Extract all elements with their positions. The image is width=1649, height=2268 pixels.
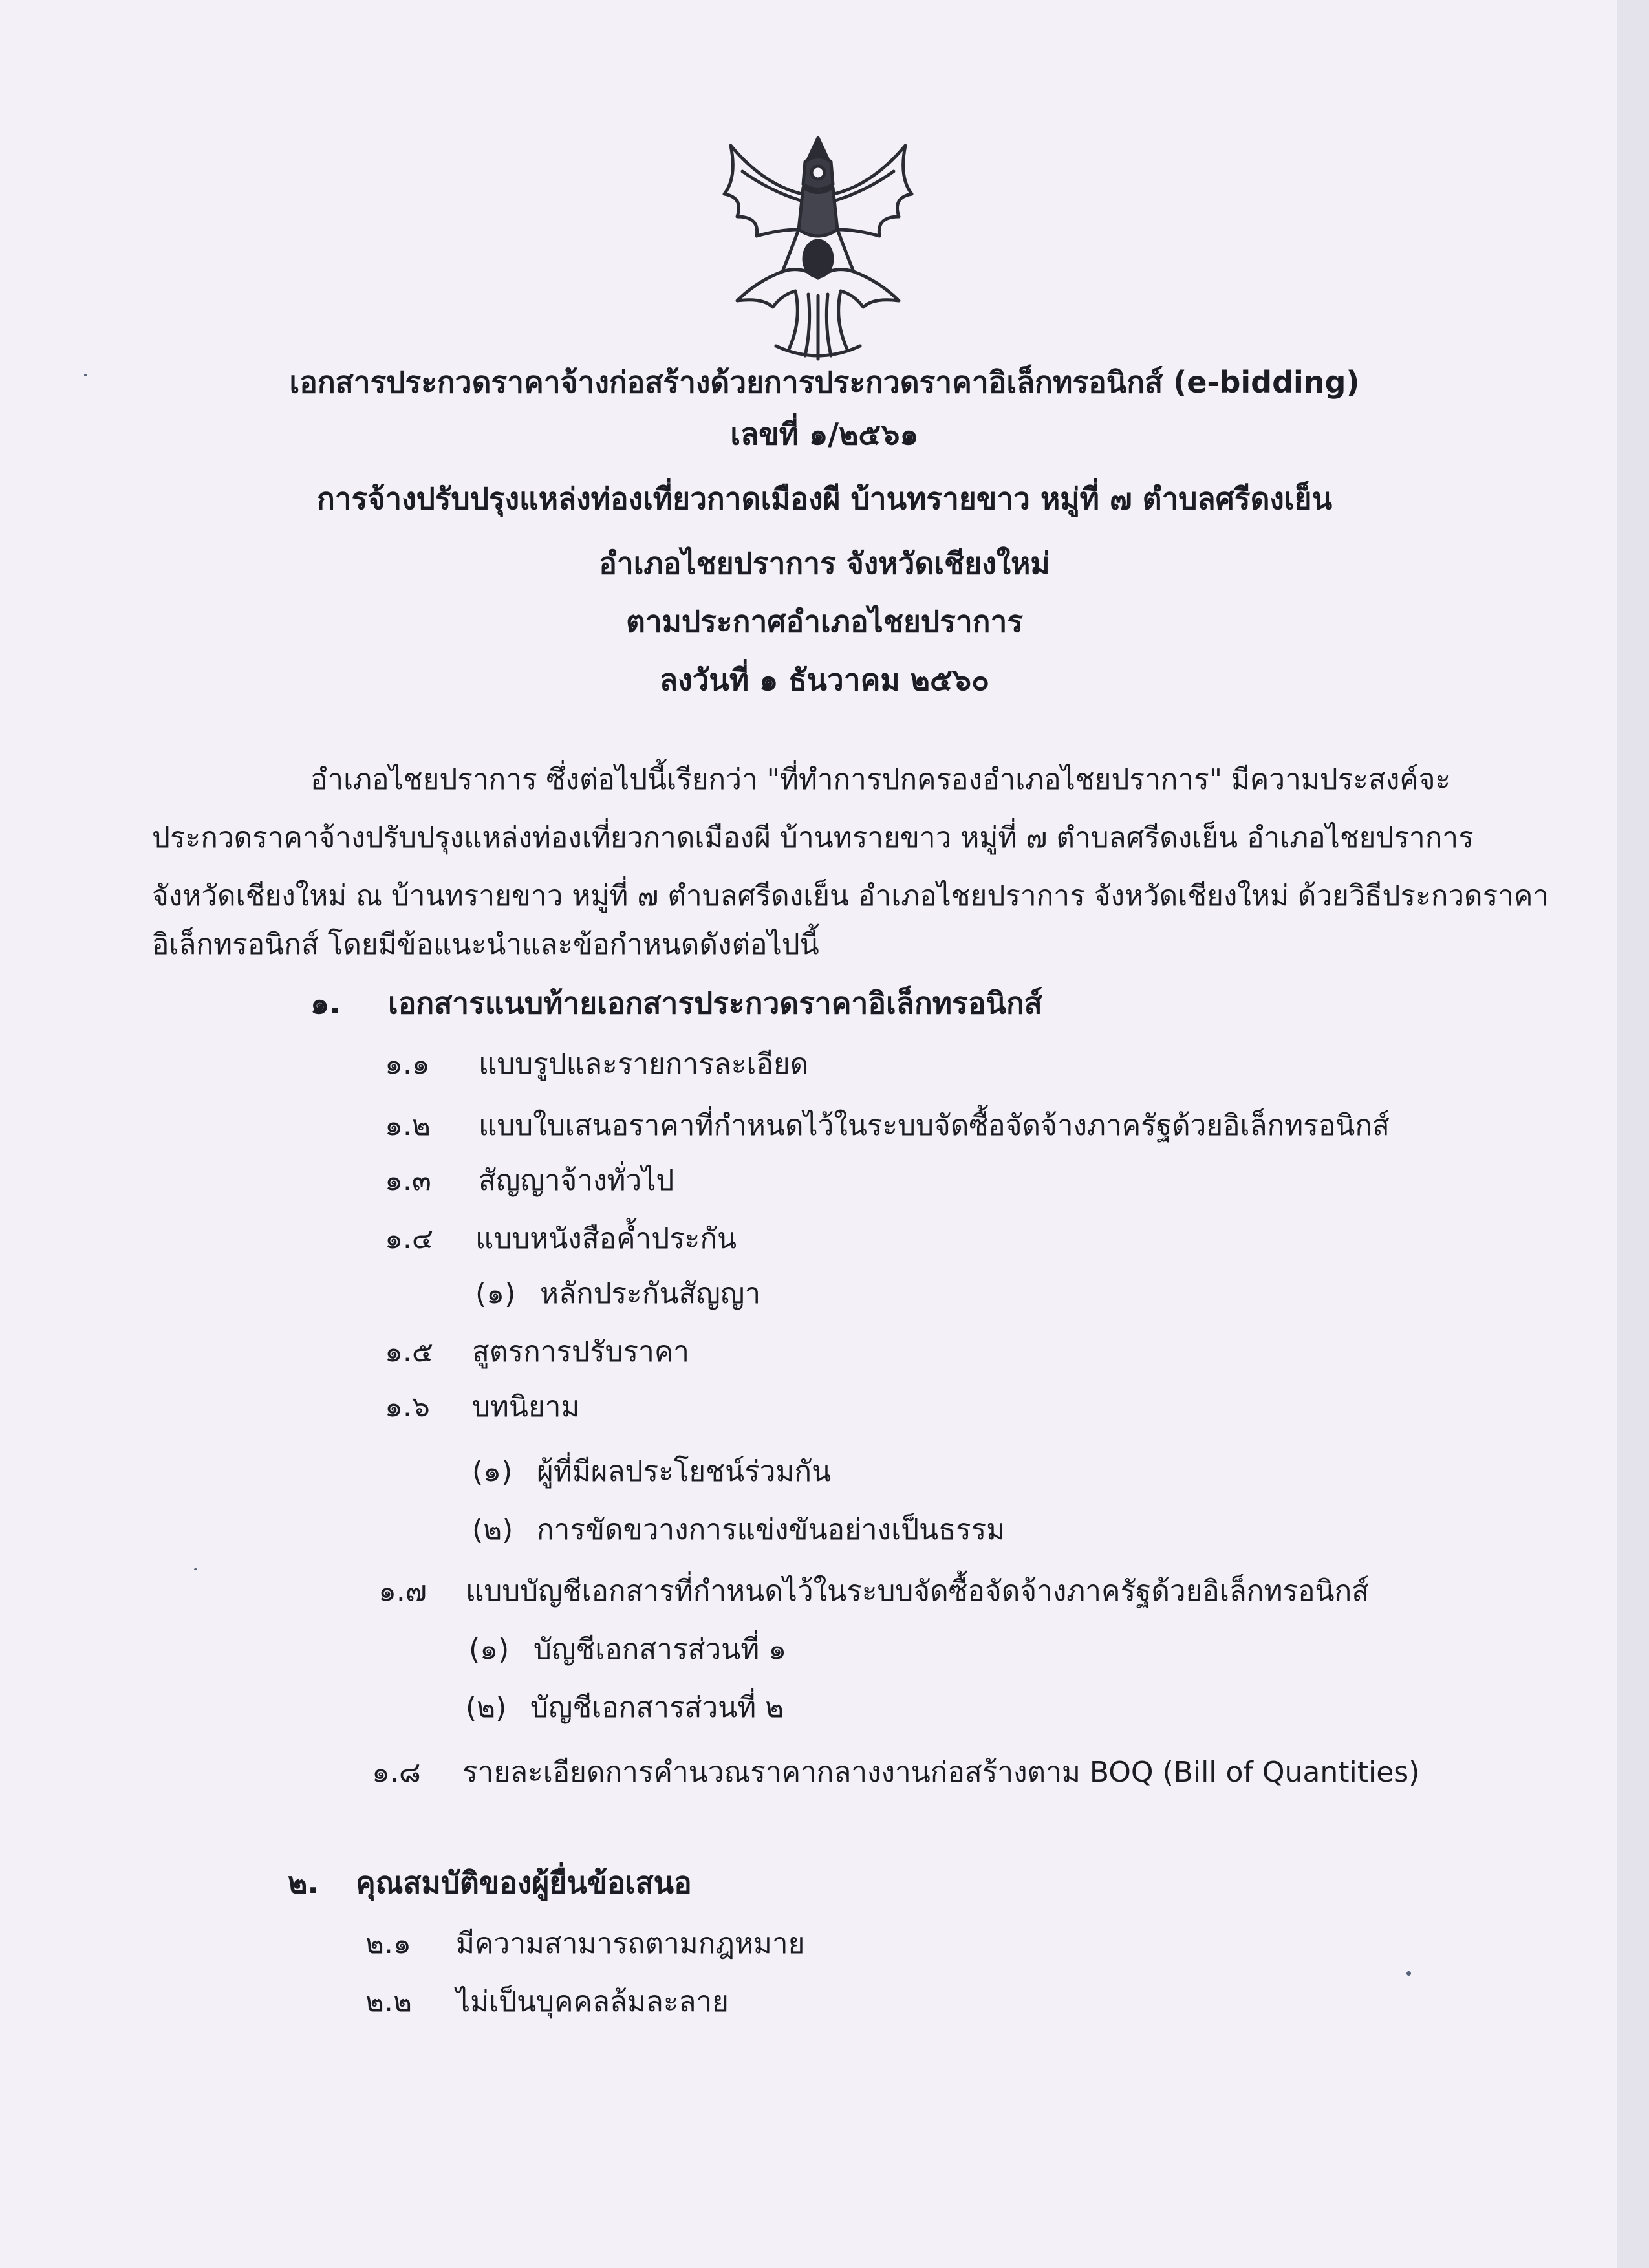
document-title: เอกสารประกวดราคาจ้างก่อสร้างด้วยการประกวดราคาอิเล็กทรอนิกส์ (e-bidding): [289, 365, 1360, 400]
announcement-reference: ตามประกาศอำเภอไชยปราการ: [625, 604, 1024, 639]
item-text: มีความสามารถตามกฎหมาย: [456, 1927, 805, 1960]
subitem-text: ผู้ที่มีผลประโยชน์ร่วมกัน: [537, 1455, 832, 1488]
item-text: แบบรูปและรายการละเอียด: [479, 1048, 809, 1081]
subitem-text: หลักประกันสัญญา: [540, 1277, 761, 1310]
item-number: ๒.๑: [365, 1927, 411, 1960]
subitem-text: บัญชีเอกสารส่วนที่ ๒: [530, 1691, 784, 1724]
item-number: ๒.๒: [365, 1985, 412, 2018]
scan-speck: [84, 374, 87, 376]
garuda-emblem: [711, 133, 925, 362]
section-1-number: ๑.: [310, 986, 341, 1021]
scan-speck: [194, 1568, 197, 1570]
subitem-number: (๑): [472, 1455, 513, 1488]
item-text: สัญญาจ้างทั่วไป: [479, 1164, 674, 1197]
item-number: ๑.๘: [372, 1756, 421, 1789]
document-number: เลขที่ ๑/๒๕๖๑: [730, 416, 919, 451]
intro-line-4: อิเล็กทรอนิกส์ โดยมีข้อแนะนำและข้อกำหนดดังต่อไปนี้: [152, 928, 819, 961]
subitem-number: (๑): [475, 1277, 516, 1310]
intro-line-1: อำเภอไชยปราการ ซึ่งต่อไปนี้เรียกว่า "ที่ทำการปกครองอำเภอไชยปราการ" มีความประสงค์จะ: [310, 763, 1451, 796]
intro-line-3: จังหวัดเชียงใหม่ ณ บ้านทรายขาว หมู่ที่ ๗ ตำบลศรีดงเย็น อำเภอไชยปราการ จังหวัดเชียงใหม่ ด้วยวิธีประกวดราคา: [152, 880, 1549, 913]
intro-line-2: ประกวดราคาจ้างปรับปรุงแหล่งท่องเที่ยวกาดเมืองผี บ้านทรายขาว หมู่ที่ ๗ ตำบลศรีดงเย็น อำเภอไชยปราการ: [152, 821, 1474, 854]
subitem-number: (๒): [466, 1691, 507, 1724]
item-text: ไม่เป็นบุคคลล้มละลาย: [456, 1985, 729, 2018]
section-2-title: คุณสมบัติของผู้ยื่นข้อเสนอ: [356, 1865, 692, 1900]
item-text: บทนิยาม: [472, 1390, 580, 1423]
scan-edge: [1617, 0, 1649, 2268]
subitem-text: บัญชีเอกสารส่วนที่ ๑: [534, 1633, 787, 1666]
project-title-line-1: การจ้างปรับปรุงแหล่งท่องเที่ยวกาดเมืองผี บ้านทรายขาว หมู่ที่ ๗ ตำบลศรีดงเย็น: [316, 481, 1333, 516]
section-2-number: ๒.: [288, 1865, 319, 1900]
item-number: ๑.๕: [385, 1335, 434, 1368]
subitem-number: (๒): [472, 1513, 513, 1546]
subitem-text: การขัดขวางการแข่งขันอย่างเป็นธรรม: [537, 1513, 1006, 1546]
announcement-date: ลงวันที่ ๑ ธันวาคม ๒๕๖๐: [659, 662, 990, 697]
item-number: ๑.๔: [385, 1222, 434, 1255]
item-number: ๑.๓: [385, 1164, 431, 1197]
item-number: ๑.๒: [385, 1109, 431, 1142]
item-number: ๑.๖: [385, 1390, 430, 1423]
item-text: สูตรการปรับราคา: [472, 1335, 690, 1368]
item-text: แบบบัญชีเอกสารที่กำหนดไว้ในระบบจัดซื้อจัดจ้างภาครัฐด้วยอิเล็กทรอนิกส์: [466, 1575, 1370, 1608]
item-number: ๑.๑: [385, 1048, 430, 1081]
project-title-line-2: อำเภอไชยปราการ จังหวัดเชียงใหม่: [599, 546, 1050, 581]
section-1-title: เอกสารแนบท้ายเอกสารประกวดราคาอิเล็กทรอนิกส์: [388, 986, 1042, 1021]
subitem-number: (๑): [469, 1633, 510, 1666]
item-number: ๑.๗: [378, 1575, 427, 1608]
item-text: แบบใบเสนอราคาที่กำหนดไว้ในระบบจัดซื้อจัดจ้างภาครัฐด้วยอิเล็กทรอนิกส์: [479, 1109, 1390, 1142]
item-text: แบบหนังสือค้ำประกัน: [475, 1222, 737, 1255]
item-text: รายละเอียดการคำนวณราคากลางงานก่อสร้างตาม BOQ (Bill of Quantities): [462, 1756, 1420, 1789]
scan-speck: [1406, 1971, 1411, 1976]
